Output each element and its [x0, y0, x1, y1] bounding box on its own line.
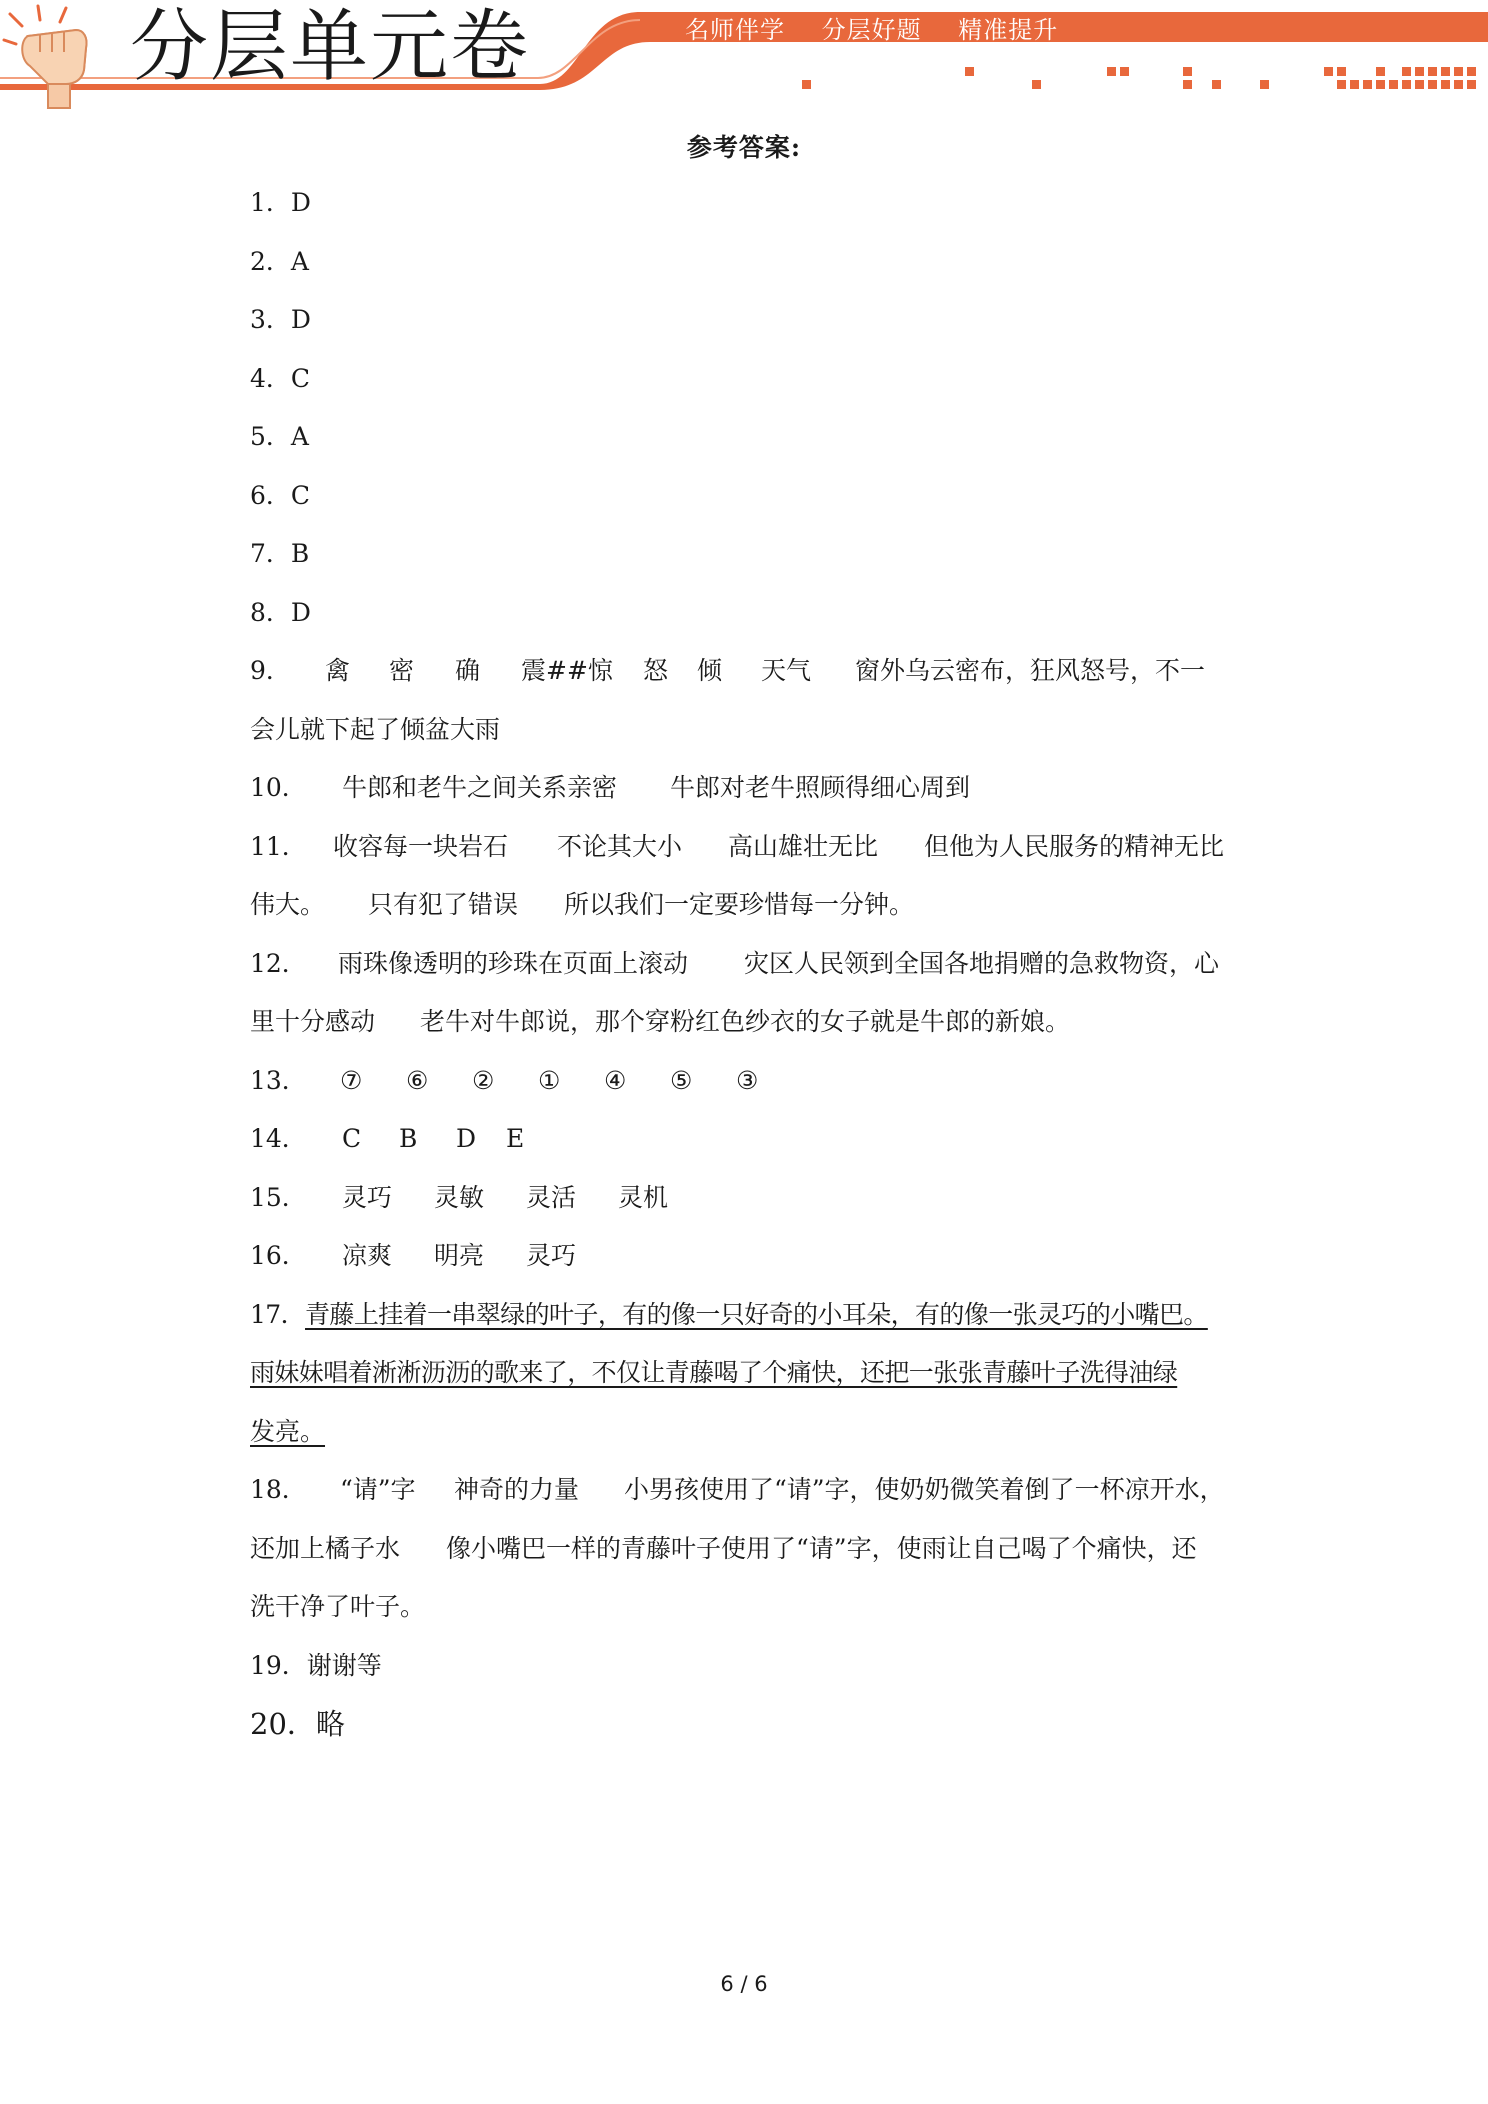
answer-part: B: [399, 1124, 418, 1153]
answer-9: [250, 642, 1240, 701]
answer-part: 只有犯了错误: [368, 890, 519, 919]
answer-number: 17．: [250, 1299, 306, 1329]
raised-fist-icon: [0, 0, 100, 110]
answer-part: 倾: [697, 656, 723, 685]
answer-number: 16．: [250, 1241, 307, 1270]
answer-18-cont-2: 洗干净了叶子。: [250, 1592, 426, 1621]
answer-part: ⑦: [340, 1065, 363, 1095]
answer-part: ③: [736, 1065, 759, 1095]
answer-4: 4．C: [250, 363, 311, 393]
answer-17-cont: [250, 1344, 1240, 1403]
answer-part: 灵巧: [526, 1241, 577, 1270]
answer-text: 发亮。: [250, 1416, 326, 1446]
answer-14: [250, 1110, 1240, 1169]
answer-part: ④: [604, 1065, 627, 1095]
answer-part: 凉爽: [342, 1241, 393, 1270]
answer-number: 14．: [250, 1124, 307, 1153]
answer-part: 明亮: [434, 1241, 485, 1270]
answer-part: E: [506, 1124, 525, 1153]
answer-part: 里十分感动: [250, 1007, 376, 1036]
slogan-3: 精准提升: [958, 16, 1059, 44]
answer-13: [250, 1052, 1240, 1111]
answer-part: 灵机: [618, 1182, 669, 1212]
answer-part: 怒: [643, 656, 669, 685]
answer-8: 8．D: [250, 597, 311, 627]
answer-part: D: [456, 1124, 477, 1153]
answer-number: 9．: [250, 656, 291, 685]
page-header: [0, 0, 1488, 110]
answer-19: 19．谢谢等: [250, 1650, 382, 1680]
header-slogans: [685, 12, 1086, 48]
answer-20: 20．略: [250, 1707, 345, 1741]
answer-part: 灾区人民领到全国各地捐赠的急救物资，心: [744, 948, 1220, 978]
answer-18: [250, 1461, 1240, 1520]
answer-11: [250, 818, 1240, 877]
answer-2: 2．A: [250, 246, 309, 276]
answer-part: 但他为人民服务的精神无比: [924, 831, 1225, 861]
answer-part: ⑤: [670, 1065, 693, 1095]
answer-part: 窗外乌云密布，狂风怒号，不一: [855, 656, 1206, 685]
answer-part: 牛郎和老牛之间关系亲密: [342, 773, 618, 802]
answer-part: 天气: [761, 656, 812, 685]
answer-16: [250, 1227, 1240, 1286]
answer-10: [250, 759, 1240, 818]
page-number: 6 / 6: [720, 1972, 768, 1996]
answer-part: 牛郎对老牛照顾得细心周到: [670, 773, 971, 802]
answer-5: 5．A: [250, 422, 309, 451]
answer-part: C: [342, 1124, 362, 1153]
answer-part: 高山雄壮无比: [728, 831, 879, 861]
answer-12-cont: [250, 993, 1240, 1052]
answer-part: ②: [472, 1065, 495, 1095]
slogan-1: 名师伴学: [685, 16, 785, 44]
answer-17: [250, 1286, 1240, 1345]
answer-part: 像小嘴巴一样的青藤叶子使用了“请”字，使雨让自己喝了个痛快，还: [446, 1533, 1197, 1563]
answer-number: 18．: [250, 1475, 307, 1504]
answer-part: 确: [455, 656, 481, 685]
answer-part: 所以我们一定要珍惜每一分钟。: [564, 890, 915, 919]
answer-part: 灵巧: [342, 1182, 393, 1212]
answer-part: ⑥: [406, 1065, 429, 1095]
answer-part: 神奇的力量: [454, 1475, 580, 1504]
answer-part: 老牛对牛郎说，那个穿粉红色纱衣的女子就是牛郎的新娘。: [420, 1007, 1071, 1036]
answer-part: 小男孩使用了“请”字，使奶奶微笑着倒了一杯凉开水，: [624, 1475, 1225, 1504]
brand-title: 分层单元卷: [130, 2, 531, 92]
answer-part: 雨珠像透明的珍珠在页面上滚动: [338, 948, 689, 978]
answer-15: [250, 1169, 1240, 1228]
answer-12: [250, 935, 1240, 994]
answer-part: 还加上橘子水: [250, 1533, 401, 1563]
answer-number: 11．: [250, 831, 307, 861]
answer-7: 7．B: [250, 539, 310, 568]
answer-part: 密: [389, 656, 415, 685]
answer-part: “请”字: [340, 1475, 416, 1504]
answer-number: 15．: [250, 1182, 307, 1212]
answer-9-cont: 会儿就下起了倾盆大雨: [250, 714, 501, 744]
answer-6: 6．C: [250, 480, 311, 510]
answer-part: 震##惊: [521, 656, 613, 685]
document-title: 参考答案:: [686, 133, 802, 162]
answer-number: 12．: [250, 948, 307, 978]
answer-part: 禽: [325, 656, 351, 685]
answer-1: 1．D: [250, 188, 311, 217]
slogan-2: 分层好题: [821, 16, 922, 44]
answer-17-cont-2: [250, 1403, 1240, 1462]
answer-number: 10．: [250, 773, 307, 802]
answer-11-cont: [250, 876, 1240, 935]
answer-3: 3．D: [250, 305, 311, 334]
answer-part: 灵活: [526, 1182, 577, 1212]
answer-part: 伟大。: [250, 890, 326, 919]
answer-text: 雨妹妹唱着淅淅沥沥的歌来了，不仅让青藤喝了个痛快，还把一张张青藤叶子洗得油绿: [250, 1358, 1178, 1387]
answer-18-cont: [250, 1520, 1240, 1579]
answer-part: ①: [538, 1065, 561, 1095]
answer-list: [250, 174, 1240, 1754]
answer-part: 收容每一块岩石: [333, 831, 509, 861]
answer-number: 13．: [250, 1065, 307, 1095]
answer-text: 青藤上挂着一串翠绿的叶子，有的像一只好奇的小耳朵，有的像一张灵巧的小嘴巴。: [305, 1299, 1208, 1329]
answer-part: 灵敏: [434, 1182, 485, 1212]
answer-part: 不论其大小: [557, 831, 683, 861]
